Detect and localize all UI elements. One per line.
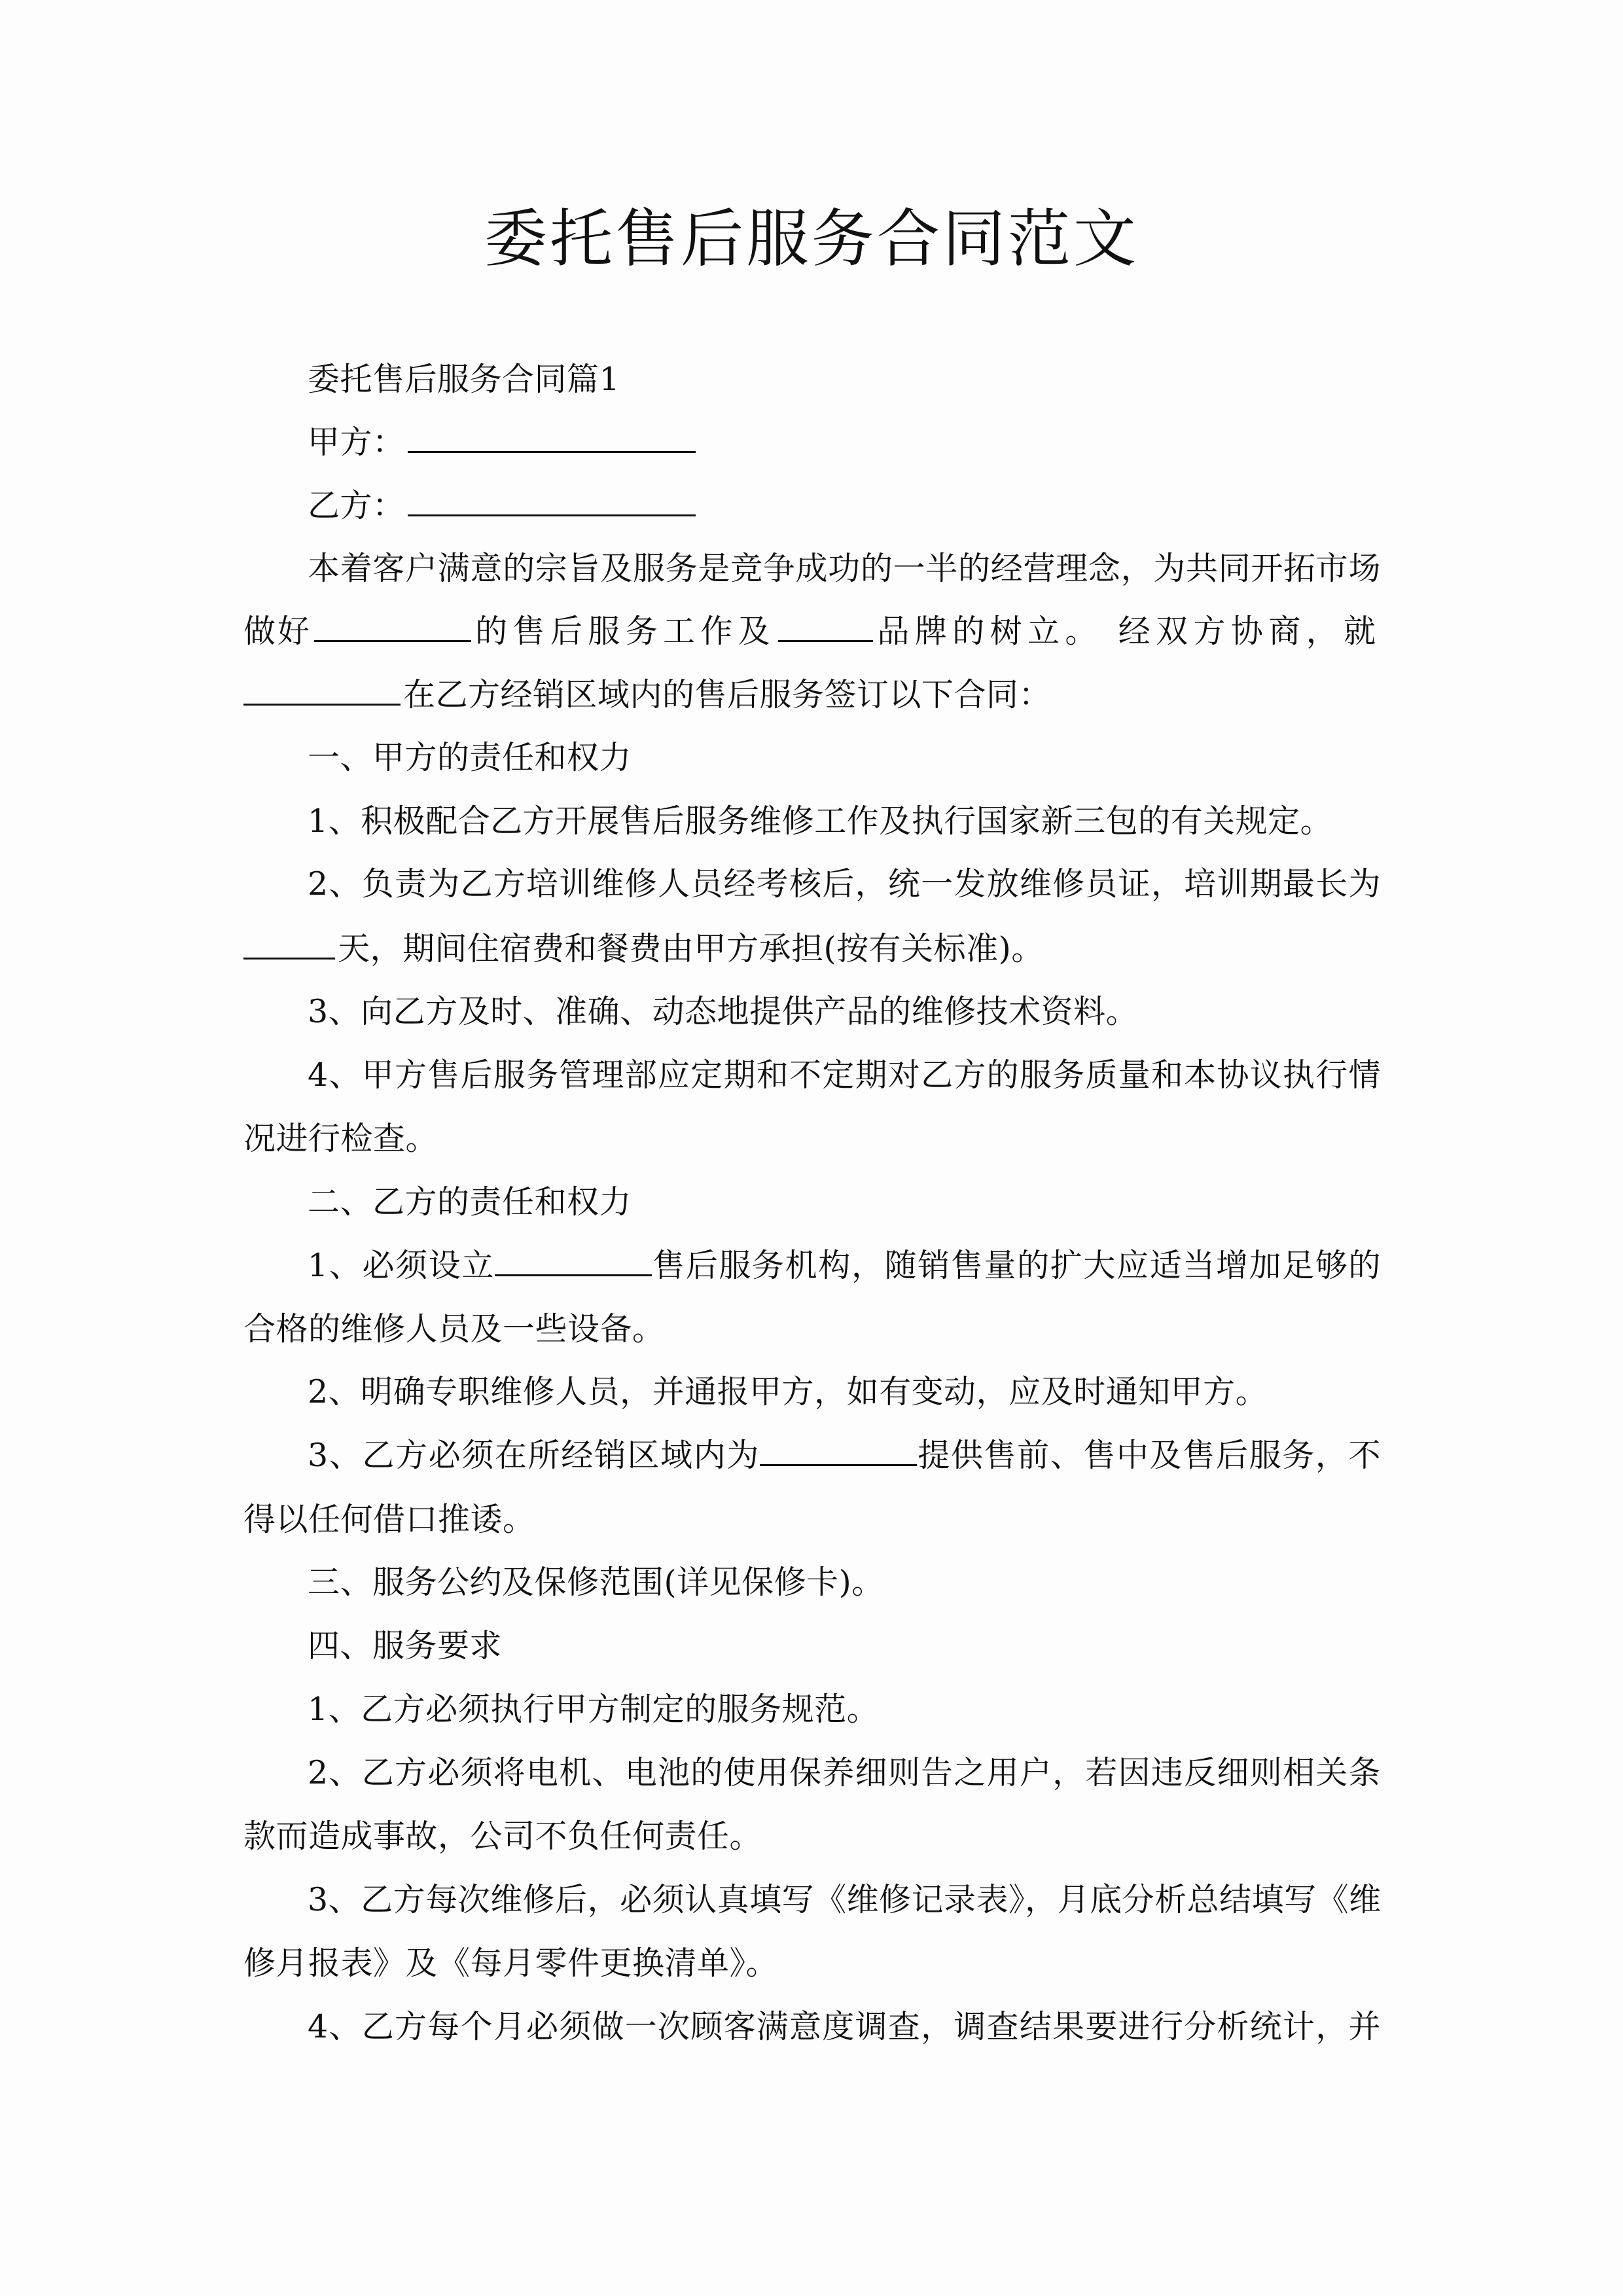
item-text: 售后服务机构，随销售量的扩大应适当增加足够的: [652, 1247, 1381, 1284]
section-4-item-3-line-2: 修月报表》及《每月零件更换清单》。: [243, 1945, 779, 1982]
item-text: 3、乙方必须在所经销区域内为: [308, 1437, 760, 1474]
section-2-item-1-line-2: 合格的维修人员及一些设备。: [243, 1310, 665, 1348]
service-target-blank: [760, 1430, 917, 1466]
intro-blank-1: [314, 606, 471, 642]
intro-line-2: [243, 605, 1380, 658]
section-4-item-4-line-1: 4、乙方每个月必须做一次顾客满意度调查，调查结果要进行分析统计，并: [308, 2008, 1381, 2045]
contract-subtitle: 委托售后服务合同篇1: [308, 361, 620, 398]
party-a-label: 甲方：: [308, 423, 405, 461]
section-4-item-3-line-1: 3、乙方每次维修后，必须认真填写《维修记录表》，月底分析总结填写《维: [308, 1881, 1382, 1918]
section-2-item-3-line-1: [308, 1429, 1381, 1482]
party-b-blank: [408, 480, 696, 516]
intro-blank-3: [243, 670, 401, 706]
item-text: 1、必须设立: [308, 1247, 495, 1284]
party-a-line: [308, 416, 1381, 469]
section-2-item-3-line-2: 得以任何借口推诿。: [243, 1501, 535, 1538]
section-4-item-2-line-1: 2、乙方必须将电机、电池的使用保养细则告之用户，若因违反细则相关条: [308, 1754, 1381, 1791]
intro-line-3: [243, 669, 1380, 721]
section-4-item-2-line-2: 款而造成事故，公司不负任何责任。: [243, 1818, 762, 1855]
section-1-item-4-line-1: 4、甲方售后服务管理部应定期和不定期对乙方的服务质量和本协议执行情: [308, 1056, 1381, 1094]
intro-blank-2: [778, 606, 873, 642]
section-1-heading: 一、甲方的责任和权力: [308, 739, 632, 776]
item-text: 提供售前、售中及售后服务，不: [917, 1437, 1381, 1474]
section-2-heading: 二、乙方的责任和权力: [308, 1183, 632, 1221]
section-3-heading: 三、服务公约及保修范围(详见保修卡)。: [308, 1564, 884, 1601]
service-org-blank: [495, 1240, 652, 1276]
training-days-blank: [243, 924, 335, 960]
intro-text: 在乙方经销区域内的售后服务签订以下合同：: [403, 676, 1052, 713]
party-a-blank: [408, 417, 696, 453]
document-title: 委托售后服务合同范文: [484, 202, 1139, 276]
section-4-item-1: 1、乙方必须执行甲方制定的服务规范。: [308, 1691, 880, 1728]
section-2-item-2: 2、明确专职维修人员，并通报甲方，如有变动，应及时通知甲方。: [308, 1373, 1268, 1410]
intro-line-1: 本着客户满意的宗旨及服务是竞争成功的一半的经营理念，为共同开拓市场: [308, 550, 1381, 587]
section-1-item-3: 3、向乙方及时、准确、动态地提供产品的维修技术资料。: [308, 993, 1139, 1030]
section-2-item-1-line-1: [308, 1240, 1381, 1292]
section-1-item-4-line-2: 况进行检查。: [243, 1120, 438, 1157]
intro-text: 的售后服务工作及: [473, 613, 776, 650]
section-1-item-2-line-1: 2、负责为乙方培训维修人员经考核后，统一发放维修员证，培训期最长为: [308, 865, 1381, 903]
intro-text: 做好: [243, 613, 312, 650]
item-text: 天，期间住宿费和餐费由甲方承担(按有关标准)。: [338, 930, 1044, 967]
party-b-line: [308, 480, 1381, 532]
section-4-heading: 四、服务要求: [308, 1627, 503, 1664]
section-1-item-1: 1、积极配合乙方开展售后服务维修工作及执行国家新三包的有关规定。: [308, 802, 1333, 840]
party-b-label: 乙方：: [308, 487, 405, 524]
section-1-item-2-line-2: [243, 923, 1380, 975]
intro-text: 品牌的树立。 经双方协商，就: [876, 613, 1380, 650]
